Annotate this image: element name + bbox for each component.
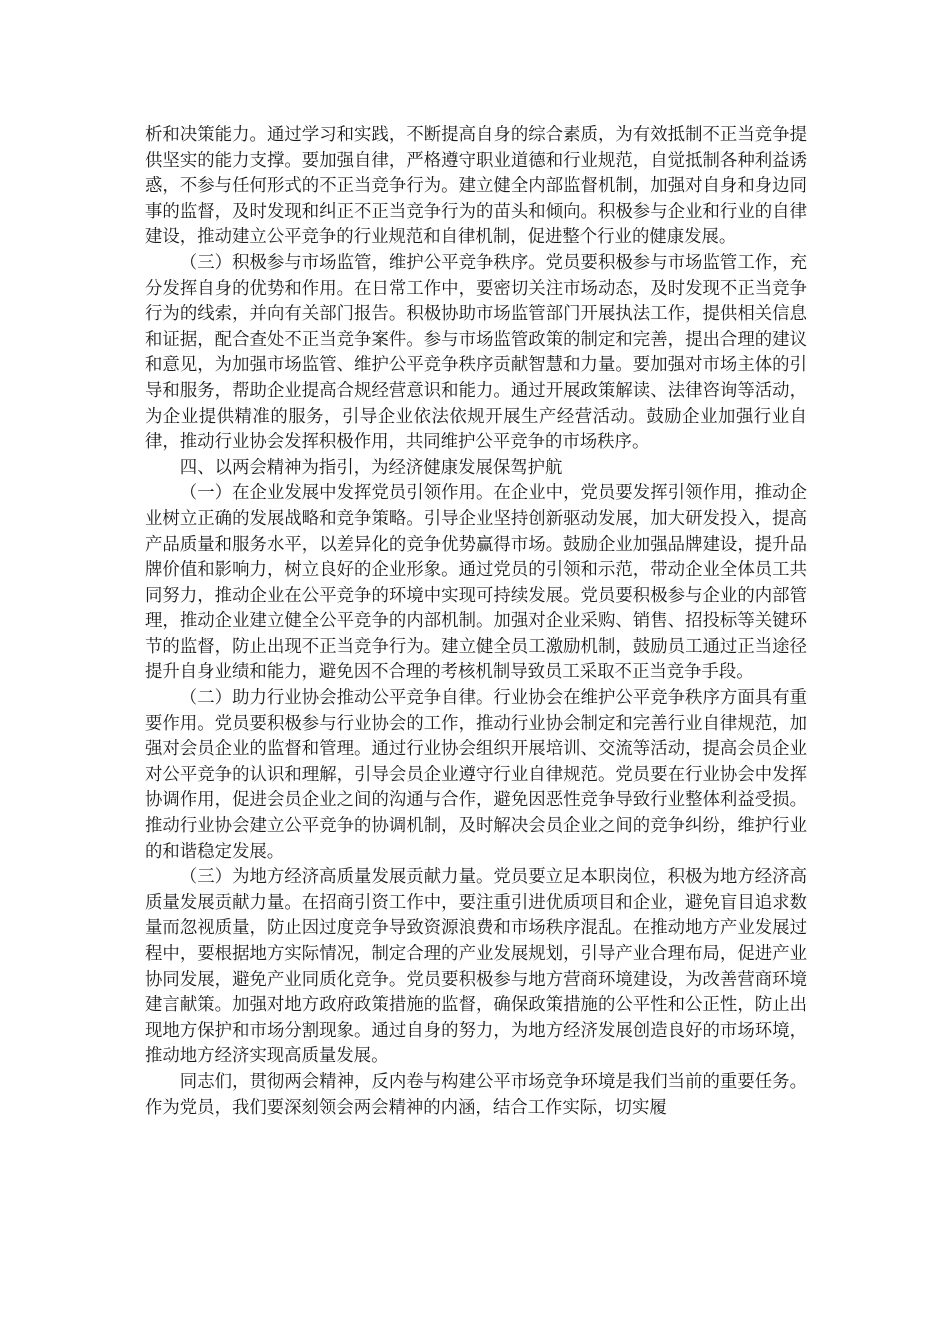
paragraph-enterprise-leadership: （一）在企业发展中发挥党员引领作用。在企业中，党员要发挥引领作用，推动企业树立正确的发展战略和竞争策略。引导企业坚持创新驱动发展，加大研发投入，提高产品质量和服务水平，以差异化的竞争优势赢得市场。鼓励企业加强品牌建设，提升品牌价值和影响力，树立良好的企业形象。通过党员的引领和示范，带动企业全体员工共同努力，推动企业在公平竞争的环境中实现可持续发展。党员要积极参与企业的内部管理，推动企业建立健全公平竞争的内部机制。加强对企业采购、销售、招投标等关键环节的监督，防止出现不正当竞争行为。建立健全员工激励机制，鼓励员工通过正当途径提升自身业绩和能力，避免因不合理的考核机制导致员工采取不正当竞争手段。 — [145, 483, 807, 683]
paragraph-closing: 同志们，贯彻两会精神，反内卷与构建公平市场竞争环境是我们当前的重要任务。作为党员，我们要深刻领会两会精神的内涵，结合工作实际，切实履 — [145, 1071, 807, 1118]
paragraph-industry-association: （二）助力行业协会推动公平竞争自律。行业协会在维护公平竞争秩序方面具有重要作用。党员要积极参与行业协会的工作，推动行业协会制定和完善行业自律规范，加强对会员企业的监督和管理。通过行业协会组织开展培训、交流等活动，提高会员企业对公平竞争的认识和理解，引导会员企业遵守行业自律规范。党员要在行业协会中发挥协调作用，促进会员企业之间的沟通与合作，避免因恶性竞争导致行业整体利益受损。推动行业协会建立公平竞争的协调机制，及时解决会员企业之间的竞争纠纷，维护行业的和谐稳定发展。 — [145, 688, 807, 862]
paragraph-local-economy: （三）为地方经济高质量发展贡献力量。党员要立足本职岗位，积极为地方经济高质量发展贡献力量。在招商引资工作中，要注重引进优质项目和企业，避免盲目追求数量而忽视质量，防止因过度竞争导致资源浪费和市场秩序混乱。在推动地方产业发展过程中，要根据地方实际情况，制定合理的产业发展规划，引导产业合理布局，促进产业协同发展，避免产业同质化竞争。党员要积极参与地方营商环境建设，为改善营商环境建言献策。加强对地方政府政策措施的监督，确保政策措施的公平性和公正性，防止出现地方保护和市场分割现象。通过自身的努力，为地方经济发展创造良好的市场环境，推动地方经济实现高质量发展。 — [145, 867, 807, 1067]
paragraph-continuation: 析和决策能力。通过学习和实践，不断提高自身的综合素质，为有效抵制不正当竞争提供坚实的能力支撑。要加强自律，严格遵守职业道德和行业规范，自觉抵制各种利益诱惑，不参与任何形式的不正当竞争行为。建立健全内部监督机制，加强对自身和身边同事的监督，及时发现和纠正不正当竞争行为的苗头和倾向。积极参与企业和行业的自律建设，推动建立公平竞争的行业规范和自律机制，促进整个行业的健康发展。 — [145, 125, 807, 248]
document-body — [145, 123, 807, 1121]
paragraph-market-supervision: （三）积极参与市场监管，维护公平竞争秩序。党员要积极参与市场监管工作，充分发挥自身的优势和作用。在日常工作中，要密切关注市场动态，及时发现不正当竞争行为的线索，并向有关部门报告。积极协助市场监管部门开展执法工作，提供相关信息和证据，配合查处不正当竞争案件。参与市场监管政策的制定和完善，提出合理的建议和意见，为加强市场监管、维护公平竞争秩序贡献智慧和力量。要加强对市场主体的引导和服务，帮助企业提高合规经营意识和能力。通过开展政策解读、法律咨询等活动，为企业提供精准的服务，引导企业依法依规开展生产经营活动。鼓励企业加强行业自律，推动行业协会发挥积极作用，共同维护公平竞争的市场秩序。 — [145, 252, 807, 453]
section-heading-four: 四、以两会精神为指引，为经济健康发展保驾护航 — [179, 457, 563, 478]
